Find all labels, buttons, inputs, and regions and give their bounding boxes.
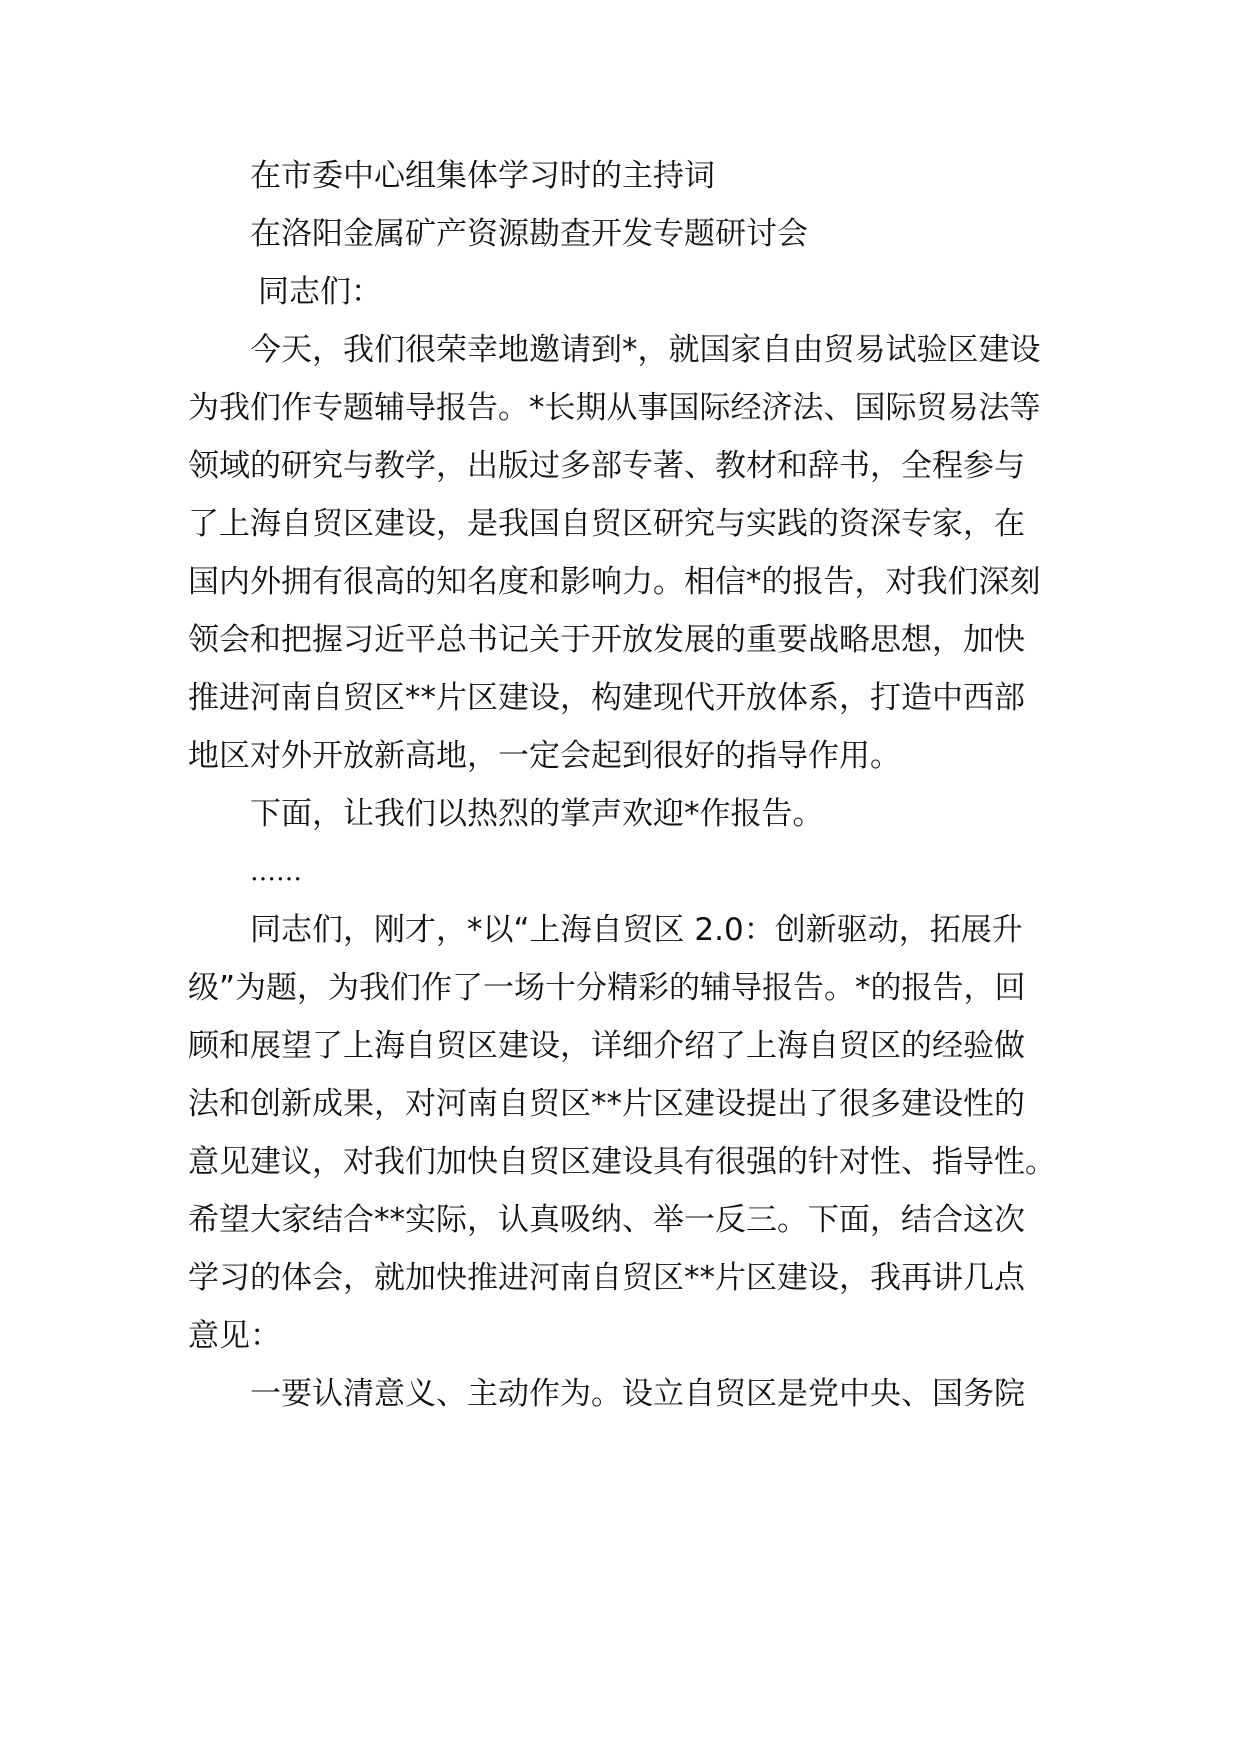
paragraph-line: 希望大家结合**实际，认真吸纳、举一反三。下面，结合这次 xyxy=(188,1202,1025,1238)
paragraph-line: 了上海自贸区建设，是我国自贸区研究与实践的资深专家，在 xyxy=(188,506,1025,542)
paragraph-line: 顾和展望了上海自贸区建设，详细介绍了上海自贸区的经验做 xyxy=(188,1028,1025,1064)
ellipsis: …… xyxy=(250,857,302,887)
paragraph-line: 国内外拥有很高的知名度和影响力。相信*的报告，对我们深刻 xyxy=(188,564,1041,600)
paragraph-line: 推进河南自贸区**片区建设，构建现代开放体系，打造中西部 xyxy=(188,680,1025,716)
paragraph-line: 意见建议，对我们加快自贸区建设具有很强的针对性、指导性。 xyxy=(188,1144,1056,1180)
paragraph-line: 意见： xyxy=(188,1318,281,1354)
paragraph-line: 学习的体会，就加快推进河南自贸区**片区建设，我再讲几点 xyxy=(188,1260,1025,1296)
paragraph-line: 同志们，刚才，*以“上海自贸区 2.0：创新驱动，拓展升 xyxy=(250,912,1023,948)
paragraph-line: 为我们作专题辅导报告。*长期从事国际经济法、国际贸易法等 xyxy=(188,390,1041,426)
paragraph-line: 法和创新成果，对河南自贸区**片区建设提出了很多建设性的 xyxy=(188,1086,1025,1122)
paragraph-line: 领会和把握习近平总书记关于开放发展的重要战略思想，加快 xyxy=(188,622,1025,658)
paragraph-line: 今天，我们很荣幸地邀请到*，就国家自由贸易试验区建设 xyxy=(250,332,1041,368)
paragraph-line: 领域的研究与教学，出版过多部专著、教材和辞书，全程参与 xyxy=(188,448,1025,484)
title-line-1: 在市委中心组集体学习时的主持词 xyxy=(250,158,715,194)
paragraph-line: 一要认清意义、主动作为。设立自贸区是党中央、国务院 xyxy=(250,1376,1025,1412)
paragraph-line: 地区对外开放新高地，一定会起到很好的指导作用。 xyxy=(188,738,901,774)
paragraph-line: 级”为题，为我们作了一场十分精彩的辅导报告。*的报告，回 xyxy=(188,970,1026,1006)
salutation: 同志们： xyxy=(258,274,382,310)
title-line-2: 在洛阳金属矿产资源勘查开发专题研讨会 xyxy=(250,216,808,252)
paragraph-line: 下面，让我们以热烈的掌声欢迎*作报告。 xyxy=(250,796,824,832)
